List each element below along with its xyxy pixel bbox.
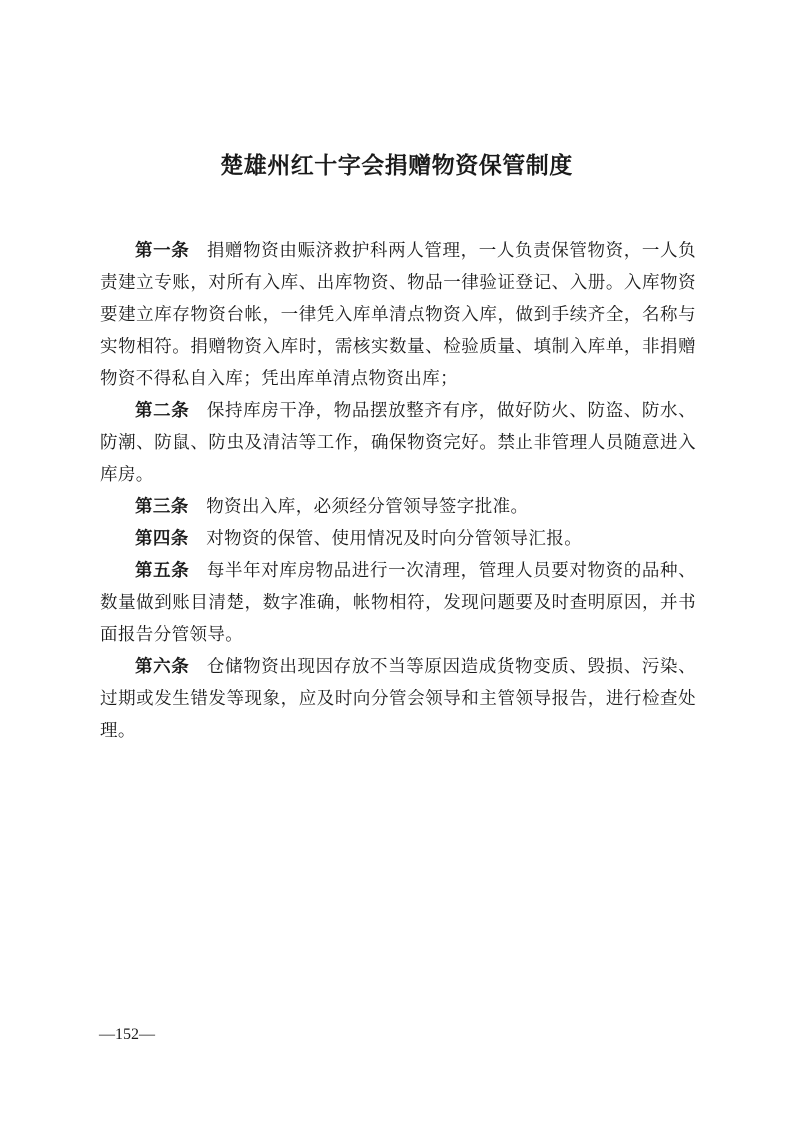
article-4-text: 对物资的保管、使用情况及时向分管领导汇报。 — [206, 529, 583, 549]
article-1-number: 第一条 — [135, 241, 190, 261]
article-2-text: 保持库房干净，物品摆放整齐有序，做好防火、防盗、防水、防潮、防鼠、防虫及清洁等工作，确保物资完好。禁止非管理人员随意进入库房。 — [100, 401, 696, 485]
article-2-number: 第二条 — [135, 401, 190, 421]
article-5 — [100, 555, 696, 651]
article-6-text: 仓储物资出现因存放不当等原因造成货物变质、毁损、污染、过期或发生错发等现象，应及时向分管会领导和主管领导报告，进行检查处理。 — [100, 657, 696, 741]
article-1-text: 捐赠物资由赈济救护科两人管理，一人负责保管物资，一人负责建立专账，对所有入库、出库物资、物品一律验证登记、入册。入库物资要建立库存物资台帐，一律凭入库单清点物资入库，做到手续齐全，名称与实物相符。捐赠物资入库时，需核实数量、检验质量、填制入库单，非捐赠物资不得私自入库；凭出库单清点物资出库； — [100, 241, 696, 389]
article-3-text: 物资出入库，必须经分管领导签字批准。 — [206, 497, 529, 517]
document-title: 楚雄州红十字会捐赠物资保管制度 — [220, 153, 573, 179]
article-5-text: 每半年对库房物品进行一次清理，管理人员要对物资的品种、数量做到账目清楚，数字准确，帐物相符，发现问题要及时查明原因，并书面报告分管领导。 — [100, 561, 696, 645]
article-5-number: 第五条 — [135, 561, 190, 581]
article-3-number: 第三条 — [135, 497, 189, 517]
document-body — [100, 235, 696, 747]
article-1 — [100, 235, 696, 395]
article-6 — [100, 651, 696, 747]
page-number: —152— — [99, 1026, 155, 1043]
article-2 — [100, 395, 696, 491]
article-6-number: 第六条 — [135, 657, 190, 677]
article-4 — [100, 523, 696, 555]
article-4-number: 第四条 — [135, 529, 189, 549]
article-3 — [100, 491, 696, 523]
